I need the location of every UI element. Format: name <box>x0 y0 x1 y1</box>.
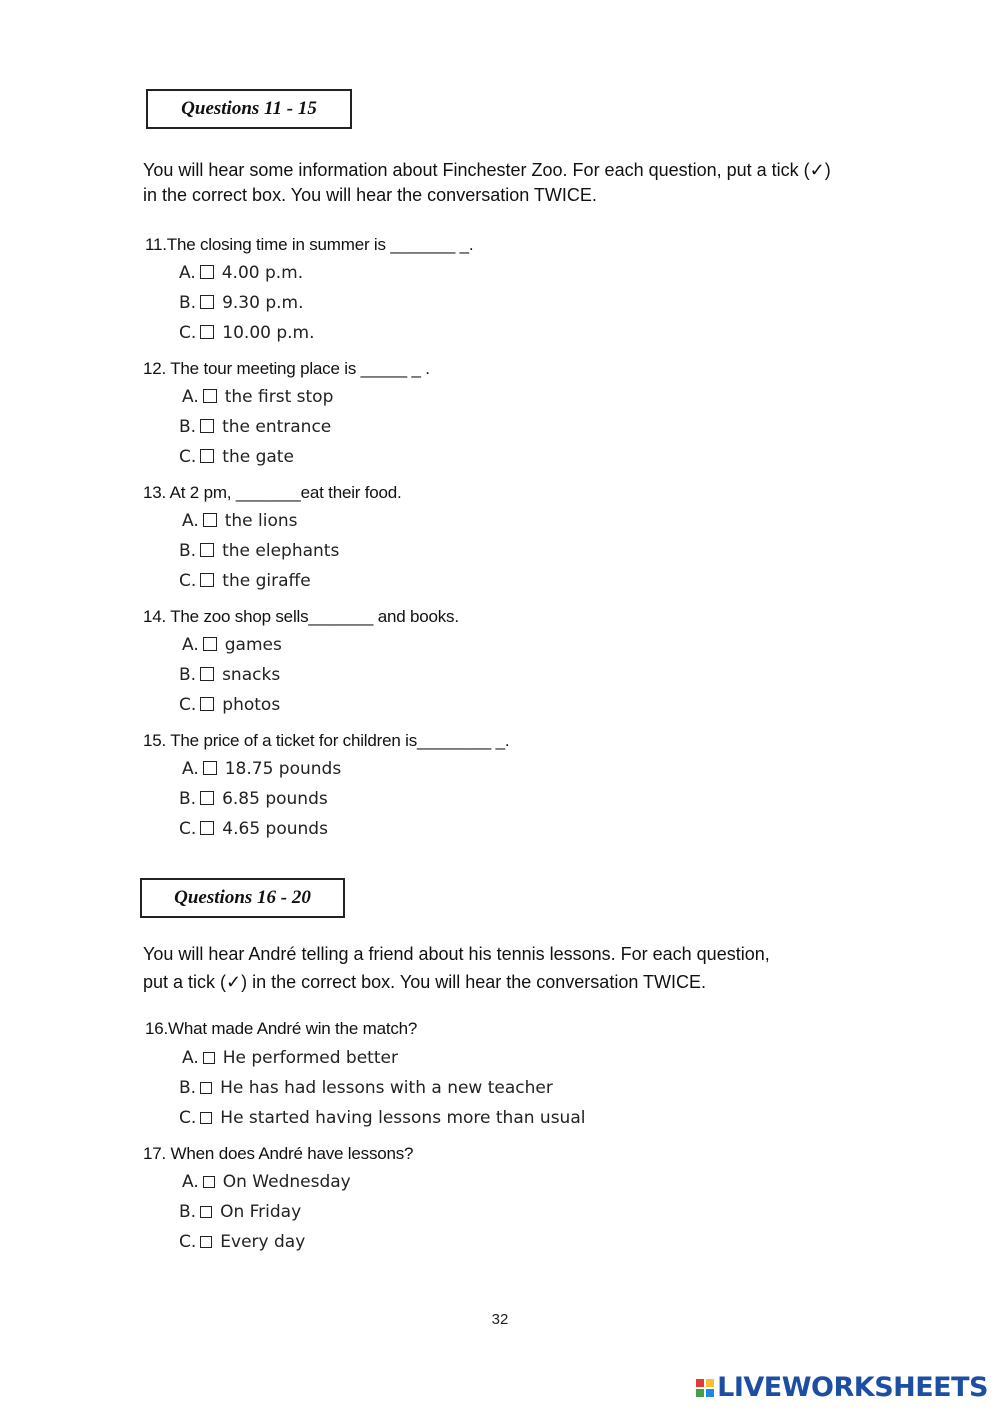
checkbox[interactable] <box>200 419 214 433</box>
instruction-line: You will hear André telling a friend about his tennis lessons. For each question, <box>143 944 770 964</box>
question-13: 13. At 2 pm, _______eat their food. <box>143 483 402 502</box>
option-text: 18.75 pounds <box>224 759 342 779</box>
option-letter: A. <box>182 1172 199 1192</box>
logo-square <box>696 1389 704 1397</box>
option-text: the gate <box>222 447 294 467</box>
question-16: 16.What made André win the match? <box>145 1019 418 1038</box>
checkbox[interactable] <box>200 1236 212 1248</box>
option-text: He started having lessons more than usual <box>220 1108 586 1128</box>
instruction-line: put a tick (✓) in the correct box. You will hear the conversation TWICE. <box>143 972 707 992</box>
option-text: snacks <box>222 665 281 685</box>
option-16c[interactable] <box>179 1108 585 1128</box>
option-letter: A. <box>182 635 199 655</box>
option-text: 4.00 p.m. <box>221 263 304 283</box>
option-letter: B. <box>179 541 197 561</box>
option-text: On Friday <box>220 1202 302 1222</box>
checkbox[interactable] <box>200 791 214 805</box>
checkbox[interactable] <box>200 325 214 339</box>
logo-text: LIVEWORKSHEETS <box>717 1372 988 1403</box>
option-letter: B. <box>179 293 197 313</box>
option-12b[interactable] <box>179 417 331 437</box>
logo-square <box>706 1379 714 1387</box>
checkbox[interactable] <box>200 265 214 279</box>
option-letter: B. <box>179 665 197 685</box>
section-instructions <box>143 940 933 996</box>
option-14a[interactable] <box>182 635 282 655</box>
option-text: the first stop <box>224 387 334 407</box>
option-11a[interactable] <box>179 263 303 283</box>
option-text: 9.30 p.m. <box>222 293 304 313</box>
option-letter: A. <box>179 263 196 283</box>
option-text: On Wednesday <box>222 1172 351 1192</box>
checkbox[interactable] <box>200 449 214 463</box>
section-title-text: Questions 16 - 20 <box>174 887 311 908</box>
option-12a[interactable] <box>182 387 333 407</box>
option-text: 4.65 pounds <box>222 819 328 839</box>
option-text: Every day <box>220 1232 306 1252</box>
option-14b[interactable] <box>179 665 280 685</box>
checkbox[interactable] <box>200 543 214 557</box>
option-letter: A. <box>182 1048 199 1068</box>
section-instructions <box>143 158 933 208</box>
section-title-questions-11-15 <box>146 89 352 129</box>
checkbox[interactable] <box>200 1082 212 1094</box>
option-12c[interactable] <box>179 447 294 467</box>
option-text: photos <box>222 695 281 715</box>
option-letter: C. <box>179 1108 197 1128</box>
option-text: He performed better <box>222 1048 398 1068</box>
checkbox[interactable] <box>200 1206 212 1218</box>
option-text: the elephants <box>222 541 340 561</box>
checkbox[interactable] <box>200 1112 212 1124</box>
option-letter: A. <box>182 511 199 531</box>
option-text: the lions <box>224 511 298 531</box>
option-15c[interactable] <box>179 819 328 839</box>
option-letter: B. <box>179 1202 197 1222</box>
question-15: 15. The price of a ticket for children is________ _. <box>143 731 510 750</box>
option-letter: C. <box>179 571 197 591</box>
option-letter: C. <box>179 819 197 839</box>
section-title-text: Questions 11 - 15 <box>181 98 317 119</box>
option-letter: C. <box>179 323 197 343</box>
option-letter: C. <box>179 695 197 715</box>
option-13a[interactable] <box>182 511 298 531</box>
option-11b[interactable] <box>179 293 304 313</box>
option-15a[interactable] <box>182 759 341 779</box>
option-letter: C. <box>179 447 197 467</box>
option-text: 10.00 p.m. <box>222 323 315 343</box>
logo-mark-icon <box>696 1379 714 1397</box>
option-letter: A. <box>182 387 199 407</box>
checkbox[interactable] <box>200 295 214 309</box>
option-letter: A. <box>182 759 199 779</box>
option-text: He has had lessons with a new teacher <box>220 1078 553 1098</box>
section-title-questions-16-20 <box>140 878 345 918</box>
option-17a[interactable] <box>182 1172 351 1192</box>
question-17: 17. When does André have lessons? <box>143 1144 414 1163</box>
question-12: 12. The tour meeting place is _____ _ . <box>143 359 430 378</box>
checkbox[interactable] <box>200 573 214 587</box>
checkbox[interactable] <box>203 637 217 651</box>
option-letter: C. <box>179 1232 197 1252</box>
checkbox[interactable] <box>200 821 214 835</box>
option-15b[interactable] <box>179 789 328 809</box>
instruction-line: You will hear some information about Finchester Zoo. For each question, put a tick (✓) <box>143 160 831 180</box>
option-13c[interactable] <box>179 571 311 591</box>
option-13b[interactable] <box>179 541 339 561</box>
instruction-line: in the correct box. You will hear the conversation TWICE. <box>143 185 597 205</box>
option-letter: B. <box>179 417 197 437</box>
checkbox[interactable] <box>203 1052 215 1064</box>
option-11c[interactable] <box>179 323 315 343</box>
option-text: the entrance <box>222 417 332 437</box>
option-text: the giraffe <box>222 571 311 591</box>
option-16b[interactable] <box>179 1078 553 1098</box>
logo-square <box>696 1379 704 1387</box>
page-number: 32 <box>491 1311 509 1328</box>
checkbox[interactable] <box>203 761 217 775</box>
option-16a[interactable] <box>182 1048 398 1068</box>
option-text: games <box>224 635 282 655</box>
question-11: 11.The closing time in summer is _______ _. <box>145 235 474 254</box>
checkbox[interactable] <box>203 389 217 403</box>
checkbox[interactable] <box>203 1176 215 1188</box>
option-text: 6.85 pounds <box>222 789 328 809</box>
logo-square <box>706 1389 714 1397</box>
checkbox[interactable] <box>203 513 217 527</box>
option-17b[interactable] <box>179 1202 301 1222</box>
checkbox[interactable] <box>200 667 214 681</box>
question-14: 14. The zoo shop sells_______ and books. <box>143 607 459 626</box>
liveworksheets-logo <box>696 1372 988 1403</box>
option-letter: B. <box>179 789 197 809</box>
option-14c[interactable] <box>179 695 280 715</box>
option-17c[interactable] <box>179 1232 305 1252</box>
option-letter: B. <box>179 1078 197 1098</box>
checkbox[interactable] <box>200 697 214 711</box>
